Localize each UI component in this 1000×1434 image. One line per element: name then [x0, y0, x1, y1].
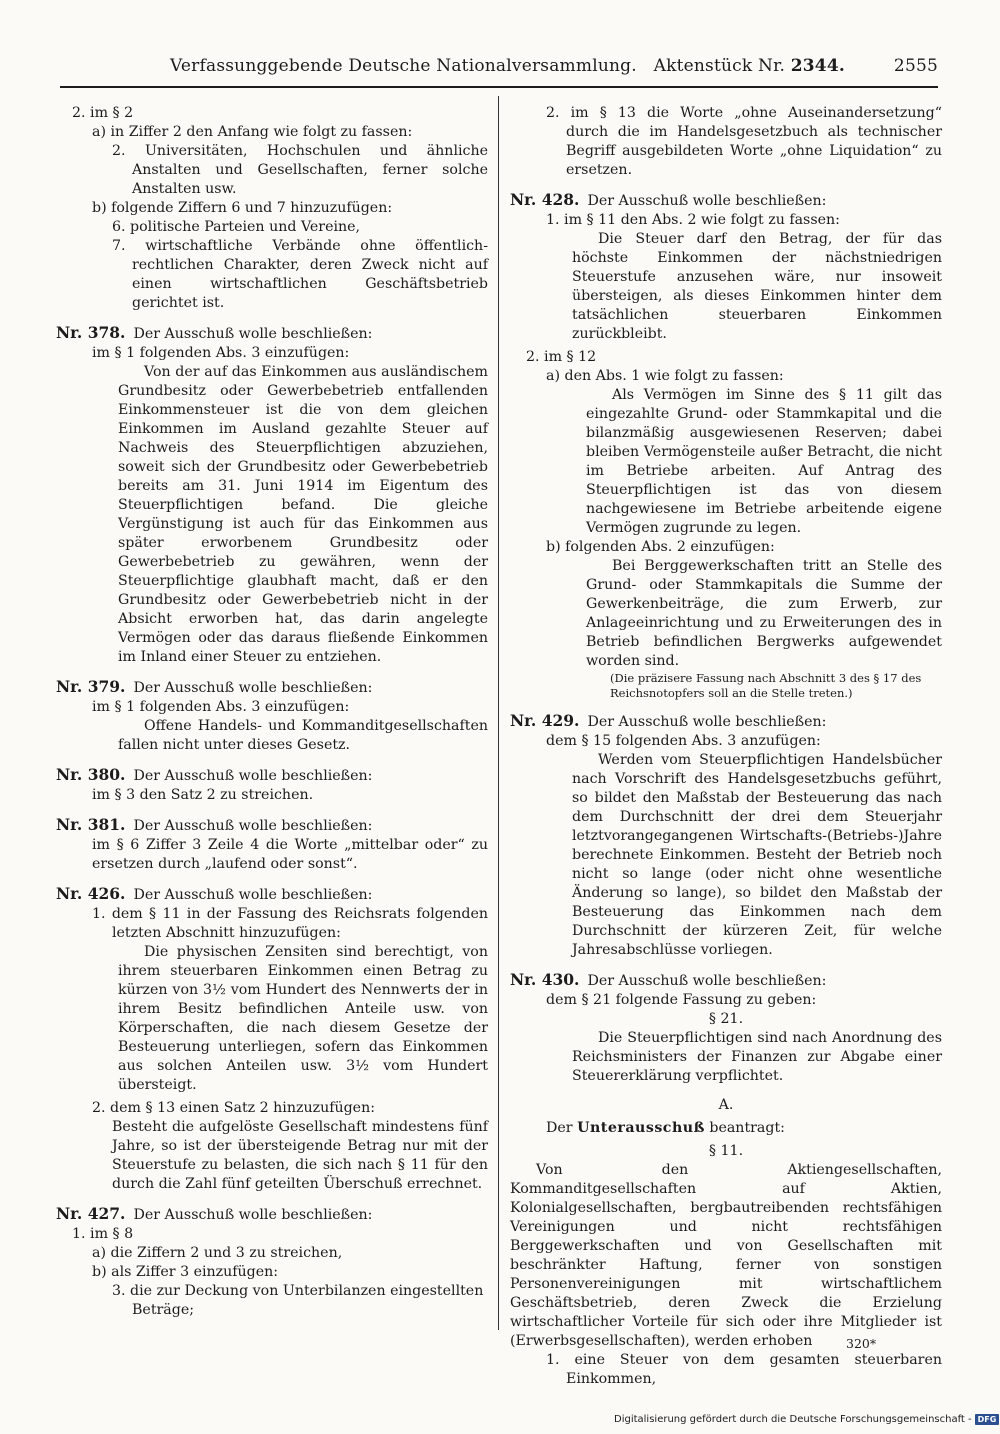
paragraph-text: Besteht die aufgelöste Gesellschaft mindestens fünf Jahre, so ist der übersteigende Betrag nur mit der Steuerstufe zu belasten, die sich nach § 11 für den durch die Zahl fünf geteilten Überschuß errechnet.	[112, 1119, 488, 1192]
paragraph-text: Der Ausschuß wolle beschließen:	[587, 193, 827, 209]
paragraph-text: b) folgende Ziffern 6 und 7 hinzuzufügen:	[92, 200, 393, 216]
motion-heading	[510, 970, 942, 991]
text-paragraph	[56, 344, 488, 363]
motion-number: Nr. 426.	[56, 884, 126, 903]
right-column	[510, 104, 942, 1389]
text-paragraph	[510, 751, 942, 960]
paragraph-text: 3. die zur Deckung von Unterbilanzen eingestellten Beträge;	[112, 1283, 484, 1318]
text-paragraph	[510, 538, 942, 557]
page-number: 2555	[893, 56, 938, 76]
motion-heading	[56, 323, 488, 344]
header-doc-number: 2344.	[790, 56, 845, 76]
paragraph-text: Von der auf das Einkommen aus ausländischem Grundbesitz oder Gewerbebetrieb entfallenden Einkommensteuer ist die von dem gleichen Einkommen im Ausland gezahlte Steuer auf Nachweis des Steuerpflichtigen abzuziehen, soweit sich der Grundbesitz oder Gewerbebetrieb bereits am 31. Juni 1914 im Eigentum des Steuerpflichtigen befand. Die gleiche Vergünstigung ist auch für das Einkommen aus später erworbenem Grundbesitz oder Gewerbebetrieb zu gewähren, wenn der Steuerpflichtige glaubhaft macht, daß er den Grundbesitz oder Gewerbebetrieb nicht in der Absicht erworben hat, das darin angelegte Vermögen oder das daraus fließende Einkommen im Inland einer Steuer zu entziehen.	[118, 364, 488, 665]
emphasized-term: Unterausschuß	[577, 1120, 705, 1136]
paragraph-text: Von den Aktiengesellschaften, Kommanditgesellschaften auf Aktien, Kolonialgesellschaften, bergbautreibenden rechtsfähigen Vereinigungen und nicht rechtsfähigen Berggewerkschaften und von Gesellschaften mit beschränkter Haftung, ferner von sonstigen Personenvereinigungen mit wirtschaftlichem Geschäftsbetrieb, deren Zweck die Erzielung wirtschaftlicher Vorteile für sich oder ihre Mitglieder ist (Erwerbsgesellschaften), werden erhoben	[510, 1162, 942, 1349]
paragraph-text: Der Ausschuß wolle beschließen:	[133, 1207, 373, 1223]
motion-heading	[56, 677, 488, 698]
paragraph-text: Der Ausschuß wolle beschließen:	[133, 680, 373, 696]
text-paragraph	[56, 363, 488, 667]
paragraph-text: Die physischen Zensiten sind berechtigt, von ihrem steuerbaren Einkommen einen Betrag zu kürzen von 3½ vom Hundert des Nennwerts der in ihrem Besitz befindlichen Anteile usw. von Körperschaften, die nach diesem Gesetze der Besteuerung unterliegen, sofern das Einkommen aus solchen Anteilen usw. 3½ vom Hundert übersteigt.	[118, 944, 488, 1093]
text-paragraph	[510, 1029, 942, 1086]
text-paragraph	[56, 943, 488, 1095]
paragraph-text: a) in Ziffer 2 den Anfang wie folgt zu fassen:	[92, 124, 413, 140]
paragraph-text: 1. dem § 11 in der Fassung des Reichsrats folgenden letzten Abschnitt hinzuzufügen:	[92, 906, 488, 941]
text-paragraph	[510, 104, 942, 180]
text-paragraph	[510, 1096, 942, 1115]
text-paragraph	[56, 1118, 488, 1194]
motion-number: Nr. 429.	[510, 711, 580, 730]
motion-heading	[510, 711, 942, 732]
paragraph-text: 1. im § 11 den Abs. 2 wie folgt zu fassen:	[546, 212, 840, 228]
text-paragraph	[510, 1351, 942, 1389]
paragraph-text: a) den Abs. 1 wie folgt zu fassen:	[546, 368, 784, 384]
text-paragraph	[56, 142, 488, 199]
paragraph-text: § 11.	[708, 1143, 744, 1159]
paragraph-text: 1. im § 8	[72, 1226, 134, 1242]
paragraph-text: (Die präzisere Fassung nach Abschnitt 3 des § 17 des Reichsnotopfers soll an die Stelle treten.)	[610, 671, 922, 700]
text-paragraph	[56, 1099, 488, 1118]
motion-number: Nr. 428.	[510, 190, 580, 209]
paragraph-text: dem § 21 folgende Fassung zu geben:	[546, 992, 817, 1008]
paragraph-text: Der Ausschuß wolle beschließen:	[133, 768, 373, 784]
motion-heading	[56, 1204, 488, 1225]
paragraph-text: Werden vom Steuerpflichtigen Handelsbücher nach Vorschrift des Handelsgesetzbuchs geführt, so bildet den Maßstab der Besteuerung das nach dem Durchschnitt der drei dem Steuerjahr letztvorangegangenen Wirtschafts-(Betriebs-)Jahre berechnete Einkommen. Besteht der Betrieb noch nicht so lange (oder nicht ohne wesentliche Änderung so lange), so bildet den Maßstab der Besteuerung das Einkommen nach dem Durchschnitt der kürzeren Zeit, für welche Jahresabschlüsse vorliegen.	[572, 752, 942, 958]
text-paragraph	[510, 1142, 942, 1161]
paragraph-text: im § 6 Ziffer 3 Zeile 4 die Worte „mittelbar oder“ zu ersetzen durch „laufend oder sonst“.	[92, 837, 488, 872]
paragraph-text: 2. im § 12	[526, 349, 597, 365]
paragraph-text: Die Steuer darf den Betrag, der für das höchste Einkommen der nächstniedrigen Steuerstufe anzusehen wäre, nur insoweit übersteigen, als dieses Einkommen hinter dem tatsächlichen steuerbaren Einkommen zurückbleibt.	[572, 231, 942, 342]
paragraph-text: 2. Universitäten, Hochschulen und ähnliche Anstalten und Gesellschaften, ferner solche Anstalten usw.	[112, 143, 488, 197]
text-paragraph	[56, 905, 488, 943]
paragraph-text: im § 1 folgenden Abs. 3 einzufügen:	[92, 699, 350, 715]
paragraph-text: im § 3 den Satz 2 zu streichen.	[92, 787, 314, 803]
digitization-credit	[614, 1414, 999, 1425]
motion-number: Nr. 427.	[56, 1204, 126, 1223]
motion-number: Nr. 379.	[56, 677, 126, 696]
paragraph-text: 1. eine Steuer von dem gesamten steuerbaren Einkommen,	[546, 1352, 942, 1387]
motion-heading	[510, 190, 942, 211]
text-paragraph	[56, 199, 488, 218]
paragraph-text: 2. im § 2	[72, 105, 134, 121]
dfg-logo-icon: DFG	[975, 1414, 1000, 1425]
text-paragraph	[56, 836, 488, 874]
paragraph-text: a) die Ziffern 2 und 3 zu streichen,	[92, 1245, 343, 1261]
text-paragraph	[56, 1282, 488, 1320]
paragraph-text: im § 1 folgenden Abs. 3 einzufügen:	[92, 345, 350, 361]
paragraph-text: 7. wirtschaftliche Verbände ohne öffentlich-rechtlichen Charakter, deren Zweck nicht auf einen wirtschaftlichen Geschäftsbetrieb gerichtet ist.	[112, 238, 488, 311]
text-paragraph	[510, 991, 942, 1010]
text-paragraph	[510, 1119, 942, 1138]
motion-number: Nr. 430.	[510, 970, 580, 989]
header-rule	[60, 86, 938, 88]
header-title	[170, 56, 845, 76]
text-paragraph	[56, 717, 488, 755]
text-paragraph	[56, 237, 488, 313]
motion-heading	[56, 815, 488, 836]
motion-number: Nr. 378.	[56, 323, 126, 342]
paragraph-text: dem § 15 folgenden Abs. 3 anzufügen:	[546, 733, 821, 749]
text-prefix: Der	[546, 1120, 578, 1136]
signature-mark: 320*	[846, 1336, 877, 1351]
paragraph-text: A.	[718, 1097, 734, 1113]
left-column	[56, 104, 488, 1320]
text-paragraph	[510, 732, 942, 751]
paragraph-text: Als Vermögen im Sinne des § 11 gilt das eingezahlte Grund- oder Stammkapital und die bilanzmäßig ausgewiesenen Reserven; dabei bleiben Vermögensteile außer Betracht, die nicht im Betriebe arbeiten. Auf Antrag des Steuerpflichtigen ist das von diesem nachgewiesene im Betriebe arbeitende eigene Vermögen zugrunde zu legen.	[586, 387, 942, 536]
header-doc-prefix: Aktenstück Nr.	[653, 56, 786, 76]
paragraph-text: § 21.	[708, 1011, 744, 1027]
text-paragraph	[510, 348, 942, 367]
text-paragraph	[510, 671, 942, 701]
paragraph-text: Der Ausschuß wolle beschließen:	[587, 714, 827, 730]
paragraph-text: Der Ausschuß wolle beschließen:	[133, 887, 373, 903]
paragraph-text: beantragt:	[704, 1120, 785, 1136]
column-divider	[498, 96, 499, 1330]
header-assembly-name: Verfassunggebende Deutsche Nationalversammlung.	[170, 56, 637, 76]
text-paragraph	[510, 1161, 942, 1351]
text-paragraph	[56, 698, 488, 717]
paragraph-text: Der Ausschuß wolle beschließen:	[133, 326, 373, 342]
paragraph-text: Bei Berggewerkschaften tritt an Stelle des Grund- oder Stammkapitals die Summe der Gewerkenbeiträge, die zum Erwerb, zur Anlageeinrichtung und zu Erweiterungen des in Betrieb befindlichen Bergwerks aufgewendet worden sind.	[586, 558, 942, 669]
paragraph-text: 2. dem § 13 einen Satz 2 hinzuzufügen:	[92, 1100, 375, 1116]
motion-number: Nr. 380.	[56, 765, 126, 784]
text-paragraph	[510, 1010, 942, 1029]
text-paragraph	[56, 1244, 488, 1263]
motion-heading	[56, 765, 488, 786]
text-paragraph	[510, 557, 942, 671]
text-paragraph	[56, 123, 488, 142]
text-paragraph	[56, 104, 488, 123]
paragraph-text: Der Ausschuß wolle beschließen:	[133, 818, 373, 834]
text-paragraph	[56, 1225, 488, 1244]
paragraph-text: b) als Ziffer 3 einzufügen:	[92, 1264, 279, 1280]
paragraph-text: b) folgenden Abs. 2 einzufügen:	[546, 539, 775, 555]
paragraph-text: Der Ausschuß wolle beschließen:	[587, 973, 827, 989]
text-paragraph	[510, 367, 942, 386]
paragraph-text: 6. politische Parteien und Vereine,	[112, 219, 361, 235]
paragraph-text: Offene Handels- und Kommanditgesellschaften fallen nicht unter dieses Gesetz.	[118, 718, 488, 753]
text-paragraph	[510, 211, 942, 230]
credit-text: Digitalisierung gefördert durch die Deutsche Forschungsgemeinschaft -	[614, 1414, 972, 1425]
motion-heading	[56, 884, 488, 905]
text-paragraph	[510, 386, 942, 538]
paragraph-text: 2. im § 13 die Worte „ohne Auseinandersetzung“ durch die im Handelsgesetzbuch als technischer Begriff ausgebildeten Worte „ohne Liquidation“ zu ersetzen.	[546, 105, 942, 178]
text-paragraph	[56, 786, 488, 805]
page-header	[170, 56, 938, 86]
paragraph-text: Die Steuerpflichtigen sind nach Anordnung des Reichsministers der Finanzen zur Abgabe einer Steuererklärung verpflichtet.	[572, 1030, 942, 1084]
text-paragraph	[56, 1263, 488, 1282]
text-paragraph	[56, 218, 488, 237]
text-paragraph	[510, 230, 942, 344]
motion-number: Nr. 381.	[56, 815, 126, 834]
